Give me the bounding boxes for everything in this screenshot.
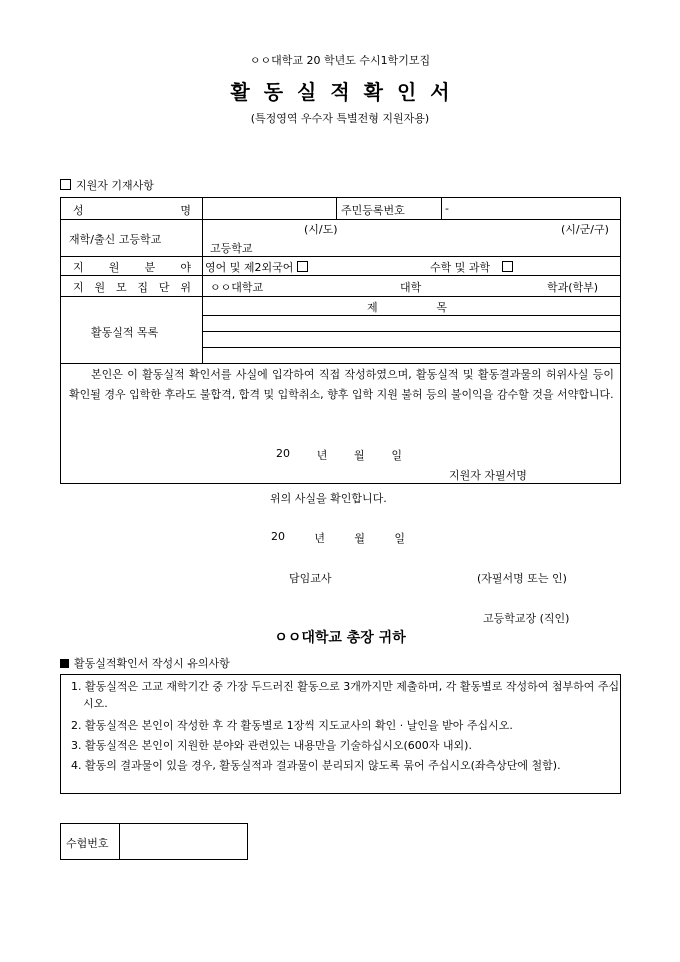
principal-label: 고등학교장 (직인) [483,612,570,625]
unit-label: 지 원 모 집 단 위 [73,281,191,294]
checkbox-math-science[interactable] [502,261,513,272]
activity-row-2[interactable] [205,333,615,346]
activity-list-label: 활동실적 목록 [91,326,159,339]
field-label: 지 원 분 야 [73,261,191,274]
si-do-label: (시/도) [304,223,338,236]
exam-number-label: 수험번호 [66,837,109,850]
field-option-math-science-label: 수학 및 과학 [430,261,491,274]
note-item-2: 2. 활동실적은 본인이 작성한 후 각 활동별로 1장씩 지도교사의 확인 · 날인을 받아 주십시오. [71,719,513,732]
rrn-input[interactable] [453,200,613,217]
notes-heading [60,655,230,671]
field-option-math-science[interactable] [430,259,513,275]
field-option-language[interactable] [205,259,308,275]
homeroom-teacher-label: 담임교사 [289,572,332,585]
notes-box [60,674,621,794]
form-subtitle: (특정영역 우수자 특별전형 지원자용) [250,112,430,125]
confirm-date: 20 년 월 일 [271,530,405,545]
college-label: 대학 [400,281,422,294]
subject-header: 제 목 [367,301,447,314]
section-applicant-heading [60,177,154,193]
section-applicant-label: 지원자 기재사항 [76,179,154,192]
note-item-4: 4. 활동의 결과물이 있을 경우, 활동실적과 결과물이 분리되지 않도록 묶어 주십시오(좌측상단에 철함). [71,759,561,772]
notes-heading-label: 활동실적확인서 작성시 유의사항 [74,657,230,670]
university-name: ㅇㅇ대학교 [210,281,264,294]
note-item-3: 3. 활동실적은 본인이 지원한 분야와 관련있는 내용만을 기술하십시오(600자 내외). [71,739,472,752]
recipient-line: ㅇㅇ대학교 총장 귀하 [274,630,406,646]
department-label: 학과(학부) [547,281,599,294]
teacher-signature-label: (자필서명 또는 인) [477,572,567,585]
name-input[interactable] [205,200,333,217]
field-option-language-label: 영어 및 제2외국어 [205,261,294,274]
activity-row-1[interactable] [205,317,615,330]
applicant-signature-label: 지원자 자필서명 [449,469,527,482]
rrn-label: 주민등록번호 [341,204,405,217]
si-gun-gu-label: (시/군/구) [561,223,609,236]
form-top-line: ㅇㅇ대학교 20 학년도 수시1학기모집 [249,54,431,67]
rrn-separator: - [445,202,449,215]
pledge-date: 20 년 월 일 [276,447,402,462]
filled-square-icon [60,659,69,668]
applicant-form-table [60,197,621,484]
exam-number-box [60,823,248,860]
name-label: 성 명 [73,204,191,217]
activity-row-3[interactable] [205,349,615,362]
confirm-text: 위의 사실을 확인합니다. [270,492,387,505]
school-label: 재학/출신 고등학교 [69,233,162,246]
form-title: 활동실적확인서 [230,80,464,104]
empty-square-icon [60,179,71,190]
checkbox-language[interactable] [297,261,308,272]
pledge-text: 본인은 이 활동실적 확인서를 사실에 입각하여 직접 작성하였으며, 활동실적 및 활동결과물의 허위사실 등이 확인될 경우 입학한 후라도 불합격, 합격 및 입학취소, 향후 입학 지원 불허 등의 불이익을 감수할 것을 서약합니다. [69,368,614,401]
high-school-label: 고등학교 [210,242,253,255]
exam-number-input[interactable] [123,827,243,856]
note-item-1: 1. 활동실적은 고교 재학기간 중 가장 두드러진 활동으로 3개까지만 제출하며, 각 활동별로 작성하여 첨부하여 주십시오. [71,680,620,710]
